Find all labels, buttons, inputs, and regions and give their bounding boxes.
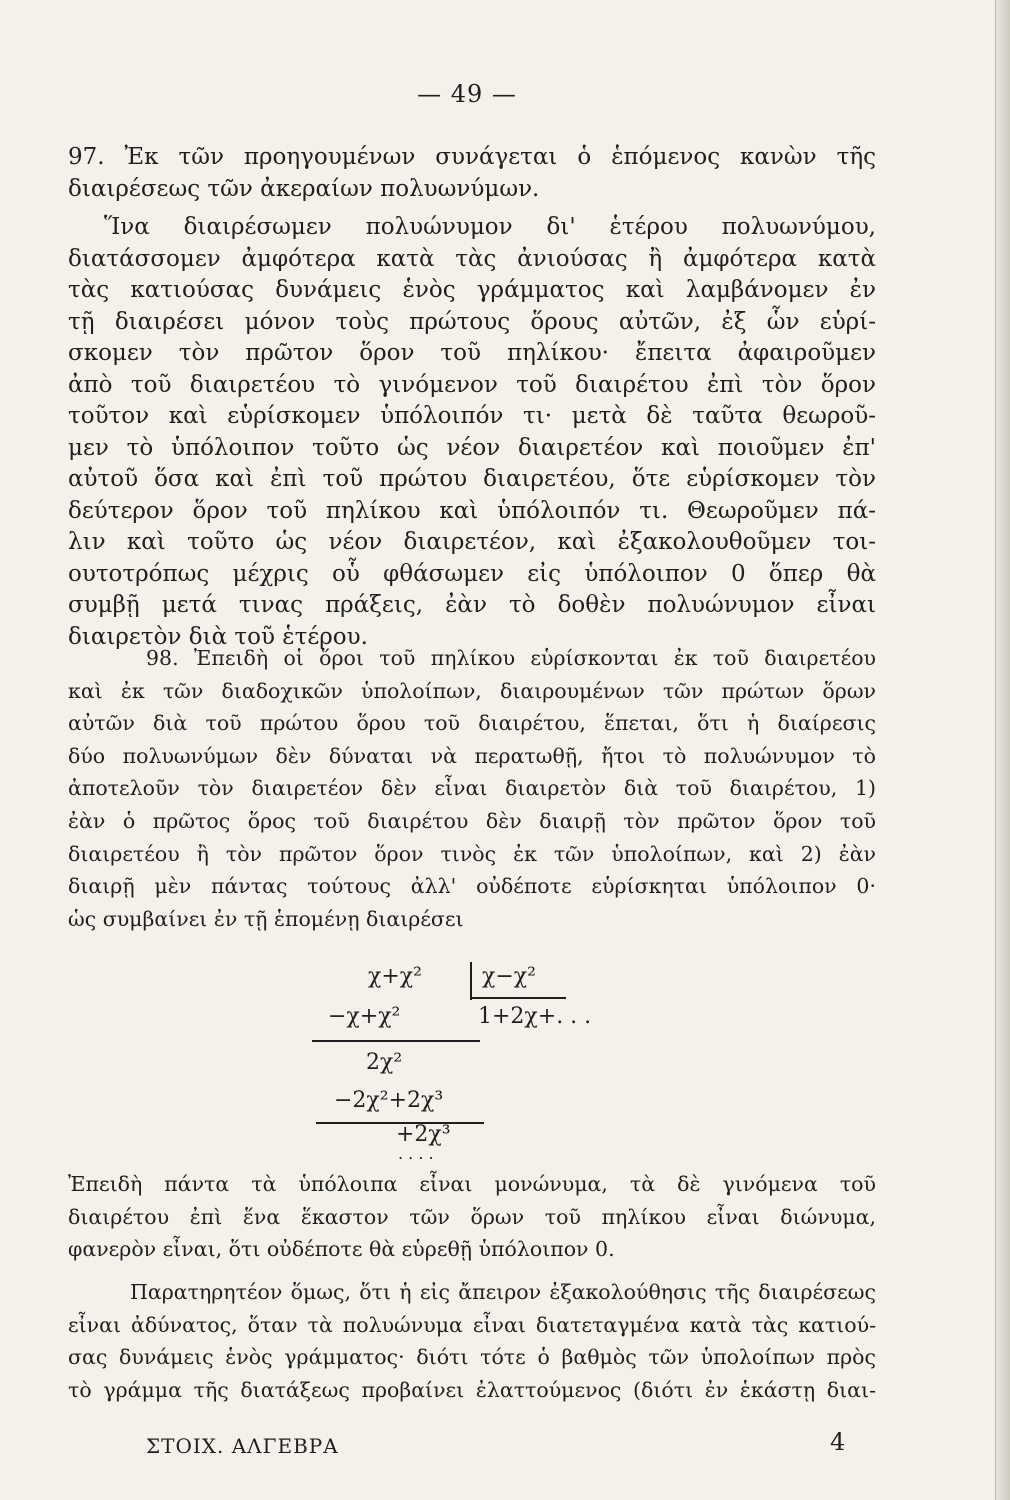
remainder-2: +2χ³ <box>396 1122 451 1147</box>
text-line: διαιρέσεως τῶν ἀκεραίων πολυωνύμων. <box>68 175 540 202</box>
continuation-dots: . . . . <box>398 1144 434 1163</box>
text-line: λιν καὶ τοῦτο ὡς νέον διαιρετέον, καὶ ἐξακολουθοῦμεν τοι- <box>68 529 876 555</box>
text-line: αὐτοῦ ὅσα καὶ ἐπὶ τοῦ πρώτου διαιρετέου, ὅτε εὑρίσκομεν τὸν <box>68 466 876 492</box>
text-line: σκομεν τὸν πρῶτον ὅρον τοῦ πηλίκου· ἔπειτα ἀφαιροῦμεν <box>68 340 876 366</box>
text-line: διαιρέτου ἐπὶ ἕνα ἕκαστον τῶν ὅρων τοῦ πηλίκου εἶναι διώνυμα, <box>68 1204 876 1229</box>
paragraph-monomials <box>68 1168 876 1266</box>
text-line: δύο πολυωνύμων δὲν δύναται νὰ περατωθῇ, ἤτοι τὸ πολυώνυμον τὸ <box>68 743 876 768</box>
paragraph-rule <box>68 212 876 653</box>
text-line: τὸ γράμμα τῆς διατάξεως προβαίνει ἐλαττούμενος (διότι ἐν ἑκάστῃ διαι- <box>68 1377 876 1402</box>
section-97 <box>68 142 876 205</box>
text-line: ἀποτελοῦν τὸν διαιρετέον δὲν εἶναι διαιρετὸν διὰ τοῦ διαιρέτου, 1) <box>68 776 876 801</box>
text-line: δεύτερον ὅρον τοῦ πηλίκου καὶ ὑπόλοιπόν τι. Θεωροῦμεν πά- <box>68 497 876 524</box>
text-line: Ἵνα διαιρέσωμεν πολυώνυμον δι' ἑτέρου πολυωνύμου, <box>104 214 876 240</box>
dividend: χ+χ² <box>368 964 422 989</box>
page-edge <box>996 0 1010 1500</box>
text-line: σας δυνάμεις ἑνὸς γράμματος· διότι τότε ὁ βαθμὸς τῶν ὑπολοίπων πρὸς <box>68 1345 876 1370</box>
remainder-1: 2χ² <box>366 1050 403 1075</box>
text-line: καὶ ἐκ τῶν διαδοχικῶν ὑπολοίπων, διαιρουμένων τῶν πρώτων ὅρων <box>68 678 876 703</box>
text-line: φανερὸν εἶναι, ὅτι οὐδέποτε θὰ εὑρεθῇ ὑπόλοιπον 0. <box>68 1237 615 1262</box>
divisor-underline <box>470 997 566 999</box>
text-line: ἐὰν ὁ πρῶτος ὅρος τοῦ διαιρέτου δὲν διαιρῇ τὸν πρῶτον ὅρον τοῦ <box>68 808 876 833</box>
divisor-vertical-bar <box>470 962 472 1000</box>
text-line: διατάσσομεν ἀμφότερα κατὰ τὰς ἀνιούσας ἢ ἀμφότερα κατὰ <box>68 245 876 272</box>
subtrahend-1: −χ+χ² <box>328 1004 401 1029</box>
text-line: μεν τὸ ὑπόλοιπον τοῦτο ὡς νέον διαιρετέον καὶ ποιοῦμεν ἐπ' <box>68 434 876 461</box>
divisor: χ−χ² <box>482 964 536 989</box>
text-line: ὡς συμβαίνει ἐν τῇ ἑπομένῃ διαιρέσει <box>68 906 464 931</box>
section-98 <box>68 642 876 935</box>
text-line: τοῦτον καὶ εὑρίσκομεν ὑπόλοιπόν τι· μετὰ δὲ ταῦτα θεωροῦ- <box>68 403 876 429</box>
footer-title: ΣΤΟΙΧ. ΑΛΓΕΒΡΑ <box>146 1434 339 1458</box>
text-line: τὰς κατιούσας δυνάμεις ἑνὸς γράμματος καὶ λαμβάνομεν ἐν <box>68 277 876 303</box>
text-line: Παρατηρητέον ὅμως, ὅτι ἡ εἰς ἄπειρον ἐξακολούθησις τῆς διαιρέσεως <box>130 1280 876 1304</box>
text-line: ἀπὸ τοῦ διαιρετέου τὸ γινόμενον τοῦ διαιρέτου ἐπὶ τὸν ὅρον <box>68 371 876 398</box>
text-line: ουτοτρόπως μέχρις οὗ φθάσωμεν εἰς ὑπόλοιπον 0 ὅπερ θὰ <box>68 560 876 587</box>
text-line: συμβῇ μετά τινας πράξεις, ἐὰν τὸ δοθὲν πολυώνυμον εἶναι <box>68 592 876 618</box>
page-number: — 49 — <box>417 80 517 108</box>
subtraction-rule-1 <box>312 1040 480 1042</box>
text-line: τῇ διαιρέσει μόνον τοὺς πρώτους ὅρους αὐτῶν, ἐξ ὧν εὑρί- <box>68 308 876 335</box>
text-line: εἶναι ἀδύνατος, ὅταν τὰ πολυώνυμα εἶναι διατεταγμένα κατὰ τὰς κατιού- <box>68 1312 876 1337</box>
text-line: 97. Ἐκ τῶν προηγουμένων συνάγεται ὁ ἑπόμενος κανὼν τῆς <box>68 144 876 170</box>
subtrahend-2: −2χ²+2χ³ <box>334 1088 444 1113</box>
text-line: διαιρετὸν διὰ τοῦ ἑτέρου. <box>68 623 368 650</box>
text-line: διαιρῇ μὲν πάντας τούτους ἀλλ' οὐδέποτε εὑρίσκηται ὑπόλοιπον 0· <box>68 874 876 899</box>
footer-signature: 4 <box>830 1428 847 1456</box>
text-line: αὐτῶν διὰ τοῦ πρώτου ὅρου τοῦ διαιρέτου, ἕπεται, ὅτι ἡ διαίρεσις <box>68 711 876 736</box>
paragraph-observation <box>68 1276 876 1406</box>
quotient: 1+2χ+. . . <box>478 1004 592 1029</box>
text-line: 98. Ἐπειδὴ οἱ ὅροι τοῦ πηλίκου εὑρίσκονται ἐκ τοῦ διαιρετέου <box>146 646 876 670</box>
text-line: Ἐπειδὴ πάντα τὰ ὑπόλοιπα εἶναι μονώνυμα, τὰ δὲ γινόμενα τοῦ <box>68 1172 876 1196</box>
text-line: διαιρετέου ἢ τὸν πρῶτον ὅρον τινὸς ἐκ τῶν ὑπολοίπων, καὶ 2) ἐὰν <box>68 841 876 866</box>
